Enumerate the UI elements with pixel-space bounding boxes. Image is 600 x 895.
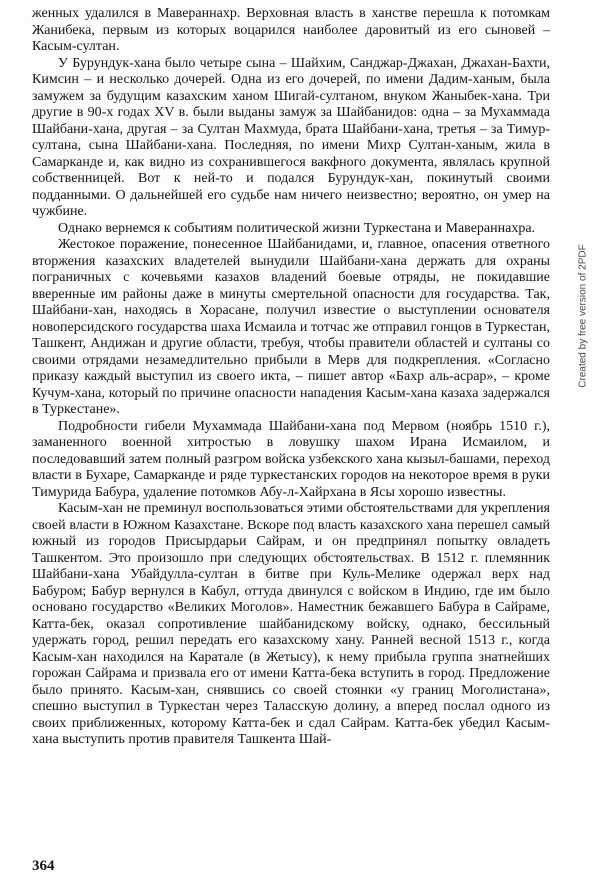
watermark-text: Created by free version of 2PDF — [577, 244, 589, 388]
paragraph-2: У Бурундук-хана было четыре сына – Шайхим, Санджар-Джахан, Джахан-Бахти, Кимсин – и несколько дочерей. Одна из его дочерей, по имени Дадим-ханым, была замужем за будущим казахским ханом Шигай-султаном, внуком Жаныбек-хана. Три другие в 90-х годах XV в. были выданы замуж за Шайбанидов: одна – за Мухаммада Шайбани-хана, другая – за Султан Махмуда, брата Шайбани-хана, третья – за Тимур-султана, сына Шайбани-хана. Последняя, по имени Михр Султан-ханым, жила в Самарканде и, как видно из сохранившегося вакфного документа, являлась крупной собственницей. Вот к ней-то и подался Бурундук-хан, покинутый своими подданными. О дальнейшей его судьбе нам ничего неизвестно; вероятно, он умер на чужбине. — [32, 55, 550, 219]
paragraph-1: женных удалился в Мавераннахр. Верховная власть в ханстве перешла к потомкам Жанибека, первым из которых воцарился наиболее даровитый из его сыновей – Касым-султан. — [32, 6, 550, 54]
paragraph-6: Касым-хан не преминул воспользоваться этими обстоятельствами для укрепления своей власти в Южном Казахстане. Вскоре под власть казахского хана перешел самый южный из городов Присырдарьи Сайрам, и он предпринял попытку овладеть Ташкентом. Это произошло при следующих обстоятельствах. В 1512 г. племянник Шайбани-хана Убайдулла-султан в битве при Куль-Мелике одержал верх над Бабуром; Бабур вернулся в Кабул, оттуда двинулся с войском в Индию, где им было основано государство «Великих Моголов». Наместник бежавшего Бабура в Сайраме, Катта-бек, оказал сопротивление шайбанидскому войску, однако, бессильный удержать город, решил передать его казахскому хану. Ранней весной 1513 г., когда Касым-хан находился на Каратале (в Жетысу), к нему прибыла группа знатнейших горожан Сайрама и призвала его от имени Катта-бека вступить в город. Предложение было принято. Касым-хан, снявшись со своей стоянки «у границ Моголистана», спешно выступил в Туркестан через Таласскую долину, а вперед послал одного из своих приближенных, которому Катта-бек и сдал Сайрам. Катта-бек убедил Касым-хана выступить против правителя Ташкента Шай- — [32, 501, 550, 747]
paragraph-3: Однако вернемся к событиям политической жизни Туркестана и Мавераннахра. — [58, 220, 536, 236]
body-text — [32, 6, 550, 749]
page-number: 364 — [32, 858, 55, 874]
paragraph-4: Жестокое поражение, понесенное Шайбанидами, и, главное, опасения ответного вторжения казахских владетелей вынудили Шайбани-хана держать для охраны пограничных с кочевьями казахов владений боевые отряды, не покидавшие вверенные им районы даже в минуты смертельной опасности для государства. Так, Шайбани-хан, находясь в Хорасане, получил известие о выступлении основателя новоперсидского государства шаха Исмаила и тотчас же отправил гонцов в Туркестан, Ташкент, Андижан и другие области, требуя, чтобы правители областей и султаны со своими отрядами незамедлительно прибыли в Мерв для подкрепления. «Согласно приказу каждый выступил из своего икта, – пишет автор «Бахр аль-асрар», – кроме Кучум-хана, который по причине опасности нападения Касым-хана казаха задержался в Туркестане». — [32, 237, 550, 417]
paragraph-5: Подробности гибели Мухаммада Шайбани-хана под Мервом (ноябрь 1510 г.), заманенного военной хитростью в ловушку шахом Ирана Исмаилом, и последовавший затем полный разгром войска узбекского хана кызыл-башами, переход власти в Бухаре, Самарканде и ряде туркестанских городов на некоторое время в руки Тимурида Бабура, удаление потомков Абу-л-Хайрхана в Ясы хорошо известны. — [32, 418, 550, 500]
